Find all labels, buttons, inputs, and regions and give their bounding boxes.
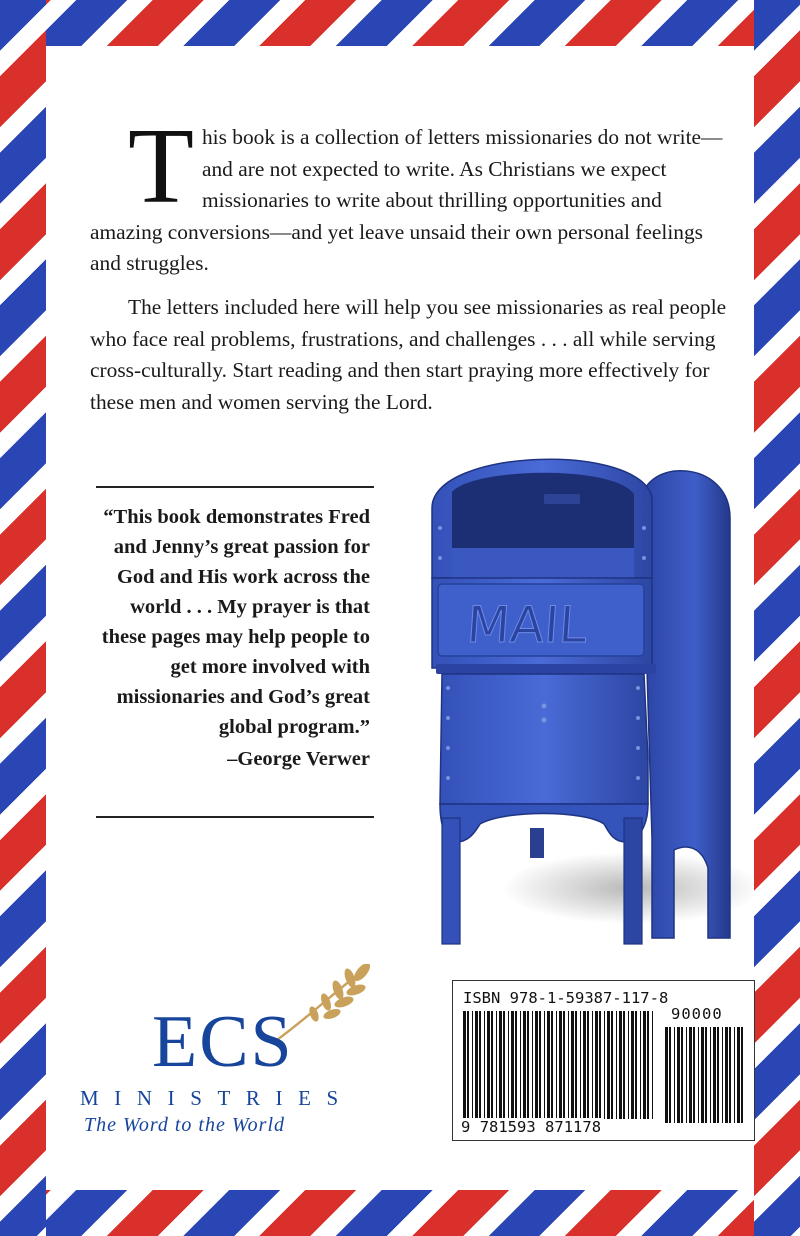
- airmail-border-bottom: [0, 1190, 800, 1236]
- blurb-paragraph-1: [90, 107, 730, 280]
- description-blurb: [90, 107, 730, 418]
- blurb-paragraph-1-text: his book is a collection of letters missionaries do not write—and are not expected to write. As Christians we expect missionaries to write about thrilling opportunities and amazing conversions—and yet leave unsaid their own personal feelings and struggles.: [90, 125, 723, 276]
- endorsement-box: [96, 486, 374, 818]
- barcode-digit-first: 9: [461, 1118, 471, 1136]
- logo-tagline: The Word to the World: [84, 1114, 286, 1136]
- logo-wordmark: ECS: [152, 1001, 294, 1083]
- airmail-border-right: [754, 0, 800, 1236]
- isbn-barcode: [452, 980, 755, 1141]
- barcode-addon-number: 90000: [671, 1005, 723, 1023]
- barcode-addon-bars: [665, 1027, 745, 1123]
- blurb-paragraph-2: The letters included here will help you see missionaries as real people who face real problems, frustrations, and challenges . . . all while serving cross-culturally. Start reading and then start praying more effectively for these men and women serving the Lord.: [90, 294, 727, 414]
- barcode-digits: [461, 1118, 601, 1136]
- mailbox-label: MAIL: [464, 596, 589, 654]
- airmail-border-left: [0, 0, 46, 1236]
- mailbox-illustration: [412, 438, 752, 958]
- logo-subtitle: MINISTRIES: [80, 1086, 354, 1110]
- drop-cap: T: [128, 107, 194, 226]
- isbn-label: ISBN 978-1-59387-117-8: [463, 989, 669, 1007]
- barcode-digit-group-2: 871178: [545, 1118, 602, 1136]
- barcode-digit-group-1: 781593: [479, 1118, 536, 1136]
- barcode-main-bars: [463, 1011, 653, 1119]
- endorsement-author: –George Verwer: [227, 748, 370, 770]
- ecs-ministries-logo: [74, 964, 384, 1144]
- endorsement-quote: “This book demonstrates Fred and Jenny’s great passion for God and His work across the world . . . My prayer is that these pages may help people to get more involved with missionaries and God’s great global program.”: [101, 506, 370, 738]
- airmail-border-top: [0, 0, 800, 46]
